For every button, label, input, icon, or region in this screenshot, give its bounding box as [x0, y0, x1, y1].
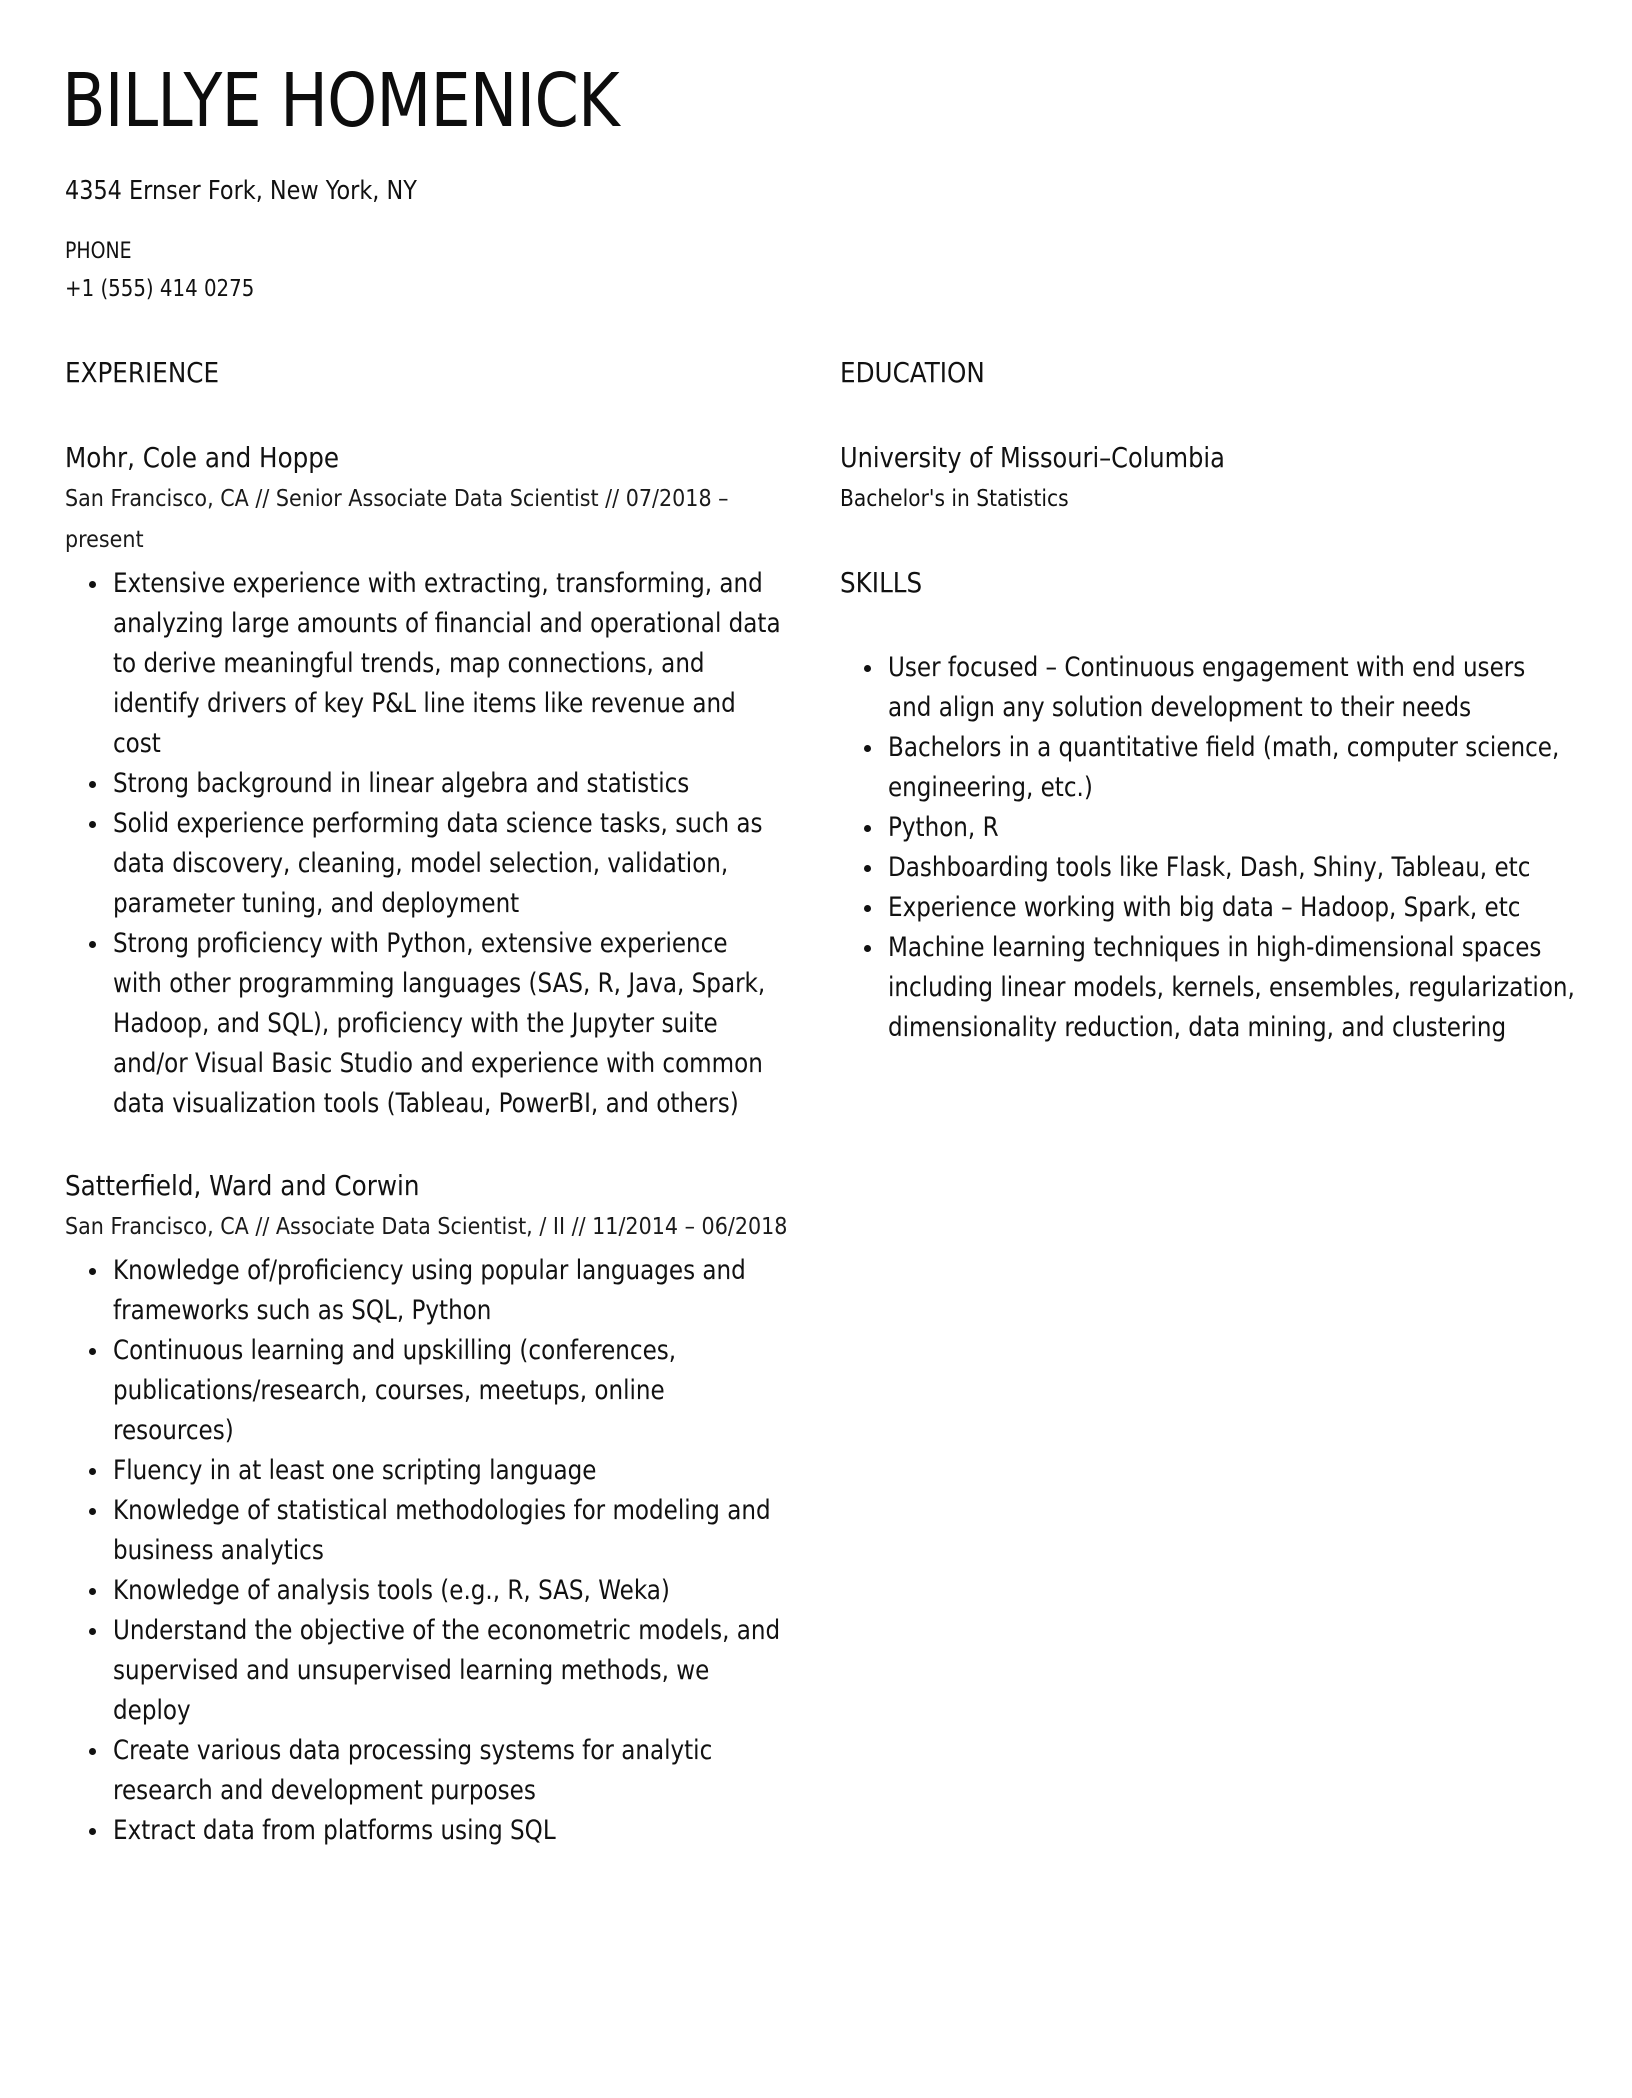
- skill-item: [840, 888, 1580, 928]
- bullet-icon: [89, 1828, 96, 1835]
- job-entry: [65, 438, 795, 1124]
- phone-number-text: +1 (555) 414 0275: [65, 276, 255, 302]
- bullet-icon: [864, 665, 871, 672]
- skills-list: [840, 648, 1580, 1048]
- skill-text: Machine learning techniques in high-dimensional spaces including linear models, kernels, ensembles, regularization, dimensionality reduction, data mining, and clustering: [888, 932, 1575, 1043]
- skill-text: Dashboarding tools like Flask, Dash, Shiny, Tableau, etc: [888, 852, 1531, 883]
- bullet-icon: [864, 905, 871, 912]
- skill-text: Experience working with big data – Hadoop, Spark, etc: [888, 892, 1521, 923]
- bullet-icon: [864, 865, 871, 872]
- bullet-icon: [89, 941, 96, 948]
- address: [65, 176, 474, 206]
- bullet-text: Understand the objective of the econometric models, and supervised and unsupervised learning methods, we deploy: [113, 1615, 781, 1726]
- bullet-icon: [89, 1268, 96, 1275]
- bullet-item: [65, 924, 795, 1124]
- skill-item: [840, 808, 1580, 848]
- skills-heading: [840, 566, 1580, 606]
- bullet-icon: [89, 581, 96, 588]
- degree-text: Bachelor's in Statistics: [840, 484, 1069, 512]
- bullet-text: Fluency in at least one scripting language: [113, 1455, 597, 1486]
- job-meta-text: San Francisco, CA // Associate Data Scientist, / II // 11/2014 – 06/2018: [65, 1212, 788, 1240]
- bullet-item: [65, 1731, 795, 1811]
- school-name: [840, 438, 1580, 478]
- bullet-text: Strong proficiency with Python, extensive experience with other programming languages (SAS, R, Java, Spark, Hadoop, and SQL), proficiency with the Jupyter suite and/or Visual Basic Studio and experience with common data visualization tools (Tableau, PowerBI, and others): [113, 928, 766, 1119]
- bullet-icon: [89, 1748, 96, 1755]
- bullet-text: Solid experience performing data science tasks, such as data discovery, cleaning, model selection, validation, parameter tuning, and deployment: [113, 808, 763, 919]
- job-bullets: [65, 564, 795, 1124]
- phone-label: [65, 239, 142, 264]
- job-meta: [65, 1206, 795, 1247]
- education-entry: [840, 438, 1580, 518]
- bullet-item: [65, 1491, 795, 1571]
- bullet-text: Strong background in linear algebra and statistics: [113, 768, 690, 799]
- bullet-item: [65, 1331, 795, 1451]
- bullet-item: [65, 1251, 795, 1331]
- bullet-icon: [864, 825, 871, 832]
- bullet-text: Extensive experience with extracting, transforming, and analyzing large amounts of financial and operational data to derive meaningful trends, map connections, and identify drivers of key P&L line items like revenue and cost: [113, 568, 781, 759]
- bullet-text: Extract data from platforms using SQL: [113, 1815, 556, 1846]
- bullet-text: Knowledge of analysis tools (e.g., R, SAS, Weka): [113, 1575, 670, 1606]
- job-company: [65, 438, 795, 478]
- bullet-item: [65, 1611, 795, 1731]
- skill-item: [840, 848, 1580, 888]
- job-bullets: [65, 1251, 795, 1851]
- skill-text: User focused – Continuous engagement with end users and align any solution development to their needs: [888, 652, 1526, 723]
- school-name-text: University of Missouri–Columbia: [840, 441, 1225, 474]
- bullet-item: [65, 1451, 795, 1491]
- bullet-icon: [89, 1588, 96, 1595]
- skill-item: [840, 928, 1580, 1048]
- skills-section: [840, 566, 1580, 1048]
- bullet-text: Continuous learning and upskilling (conferences, publications/research, courses, meetups, online resources): [113, 1335, 677, 1446]
- bullet-icon: [89, 1508, 96, 1515]
- bullet-text: Knowledge of statistical methodologies for modeling and business analytics: [113, 1495, 771, 1566]
- bullet-item: [65, 1571, 795, 1611]
- job-company-text: Satterfield, Ward and Corwin: [65, 1169, 420, 1202]
- job-meta: [65, 478, 795, 560]
- bullet-item: [65, 564, 795, 764]
- job-company: [65, 1166, 795, 1206]
- bullet-text: Knowledge of/proficiency using popular languages and frameworks such as SQL, Python: [113, 1255, 746, 1326]
- bullet-icon: [864, 945, 871, 952]
- education-skills-column: [840, 356, 1580, 1048]
- bullet-icon: [864, 745, 871, 752]
- experience-heading: [65, 356, 795, 396]
- bullet-item: [65, 1811, 795, 1851]
- job-entry: [65, 1166, 795, 1851]
- bullet-item: [65, 804, 795, 924]
- skill-item: [840, 648, 1580, 728]
- experience-heading-text: EXPERIENCE: [65, 356, 220, 389]
- skill-item: [840, 728, 1580, 808]
- bullet-icon: [89, 1468, 96, 1475]
- degree: [840, 478, 1580, 518]
- bullet-item: [65, 764, 795, 804]
- job-company-text: Mohr, Cole and Hoppe: [65, 441, 340, 474]
- phone-number: [65, 276, 285, 302]
- bullet-icon: [89, 781, 96, 788]
- education-heading: [840, 356, 1580, 396]
- experience-column: [65, 356, 795, 1851]
- candidate-name: BILLYE HOMENICK: [62, 58, 619, 144]
- skill-text: Python, R: [888, 812, 999, 843]
- bullet-icon: [89, 821, 96, 828]
- skills-heading-text: SKILLS: [840, 566, 923, 599]
- bullet-text: Create various data processing systems for analytic research and development purposes: [113, 1735, 713, 1806]
- phone-label-text: PHONE: [65, 239, 132, 264]
- bullet-icon: [89, 1348, 96, 1355]
- job-meta-text: San Francisco, CA // Senior Associate Data Scientist // 07/2018 – present: [65, 484, 729, 553]
- skill-text: Bachelors in a quantitative field (math, computer science, engineering, etc.): [888, 732, 1560, 803]
- education-heading-text: EDUCATION: [840, 356, 985, 389]
- address-text: 4354 Ernser Fork, New York, NY: [65, 176, 417, 206]
- bullet-icon: [89, 1628, 96, 1635]
